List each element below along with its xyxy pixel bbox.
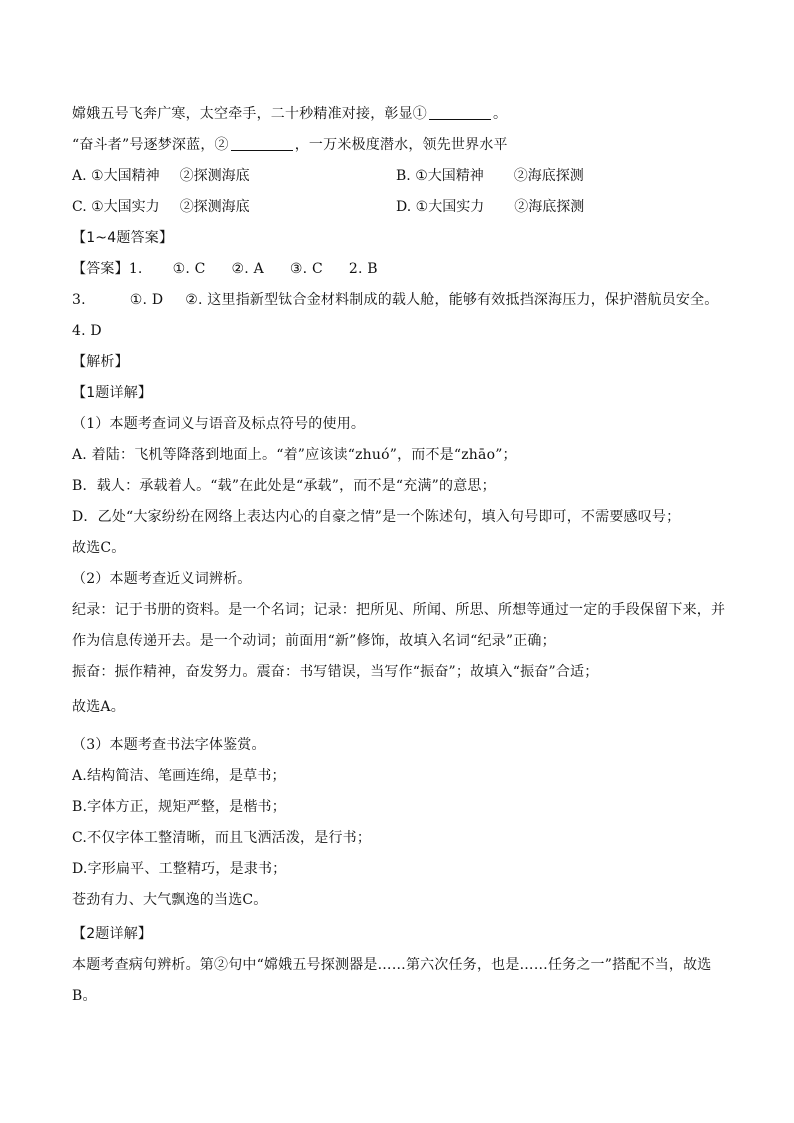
answer-row-2: 3. ①. D ②. 这里指新型钛合金材料制成的载人舱，能够有效抵挡深海压力，保护潜航员安全。	[72, 292, 719, 308]
answer-section-header: 【1~4题答案】	[72, 230, 174, 246]
q1-part3-line: A.结构简洁、笔画连绵，是草书；	[72, 768, 286, 784]
q1-part3-line: 苍劲有力、大气飘逸的当选C。	[72, 892, 268, 908]
q1-part2-line: 纪录：记于书册的资料。是一个名词；记录：把所见、所闻、所思、所想等通过一定的手段保留下来，并	[72, 602, 726, 618]
q1-part2-title: （2）本题考查近义词辨析。	[72, 571, 252, 587]
q1-part1-line: A. 着陆：飞机等降落到地面上。“着”应该读“zhuó”，而不是“zhāo”；	[72, 447, 517, 463]
q1-part2-line: 振奋：振作精神，奋发努力。震奋：书写错误，当写作“振奋”；故填入“振奋”合适；	[72, 664, 599, 680]
question-line-1: 嫦娥五号飞奔广寒，太空牵手，二十秒精准对接，彰显① 。	[72, 106, 508, 122]
q1-header: 【1题详解】	[72, 385, 153, 401]
q1-part1-line: B．载人：承载着人。“载”在此处是“承载”，而不是“充满”的意思；	[72, 478, 496, 494]
answer-blank-2	[231, 136, 293, 151]
q1-part3-line: C.不仅字体工整清晰，而且飞洒活泼，是行书；	[72, 830, 372, 846]
q1-part2-line: 作为信息传递开去。是一个动词；前面用“新”修饰，故填入名词“纪录”正确；	[72, 633, 556, 649]
q1-part3-line: D.字形扁平、工整精巧，是隶书；	[72, 861, 287, 877]
q1-part1-title: （1）本题考查词义与语音及标点符号的使用。	[72, 416, 366, 432]
option-b: B. ①大国精神 ②海底探测	[396, 168, 584, 184]
q1-part2-line: 故选A。	[72, 699, 125, 715]
option-c: C. ①大国实力 ②探测海底	[72, 199, 250, 215]
question-text: 嫦娥五号飞奔广寒，太空牵手，二十秒精准对接，彰显①	[72, 106, 427, 122]
question-line-2: “奋斗者”号逐梦深蓝，② ，一万米极度潜水，领先世界水平	[72, 137, 508, 153]
q1-part3-line: B.字体方正，规矩严整，是楷书；	[72, 799, 286, 815]
q1-part1-line: 故选C。	[72, 540, 126, 556]
q1-part1-line: D．乙处“大家纷纷在网络上表达内心的自豪之情”是一个陈述句，填入句号即可，不需要感叹号；	[72, 509, 681, 525]
option-d: D. ①大国实力 ②海底探测	[396, 199, 585, 215]
question-text: “奋斗者”号逐梦深蓝，②	[72, 137, 229, 153]
q2-line: B。	[72, 988, 97, 1004]
answer-row-3: 4. D	[72, 323, 102, 339]
q2-header: 【2题详解】	[72, 926, 153, 942]
answer-blank-1	[429, 105, 491, 120]
q2-line: 本题考查病句辨析。第②句中“嫦娥五号探测器是……第六次任务，也是……任务之一”搭配不当，故选	[72, 957, 712, 973]
q1-part3-title: （3）本题考查书法字体鉴赏。	[72, 737, 266, 753]
answer-row-1: 【答案】1. ①. C ②. A ③. C 2. B	[72, 261, 378, 277]
analysis-header: 【解析】	[72, 354, 129, 370]
option-a: A. ①大国精神 ②探测海底	[72, 168, 250, 184]
